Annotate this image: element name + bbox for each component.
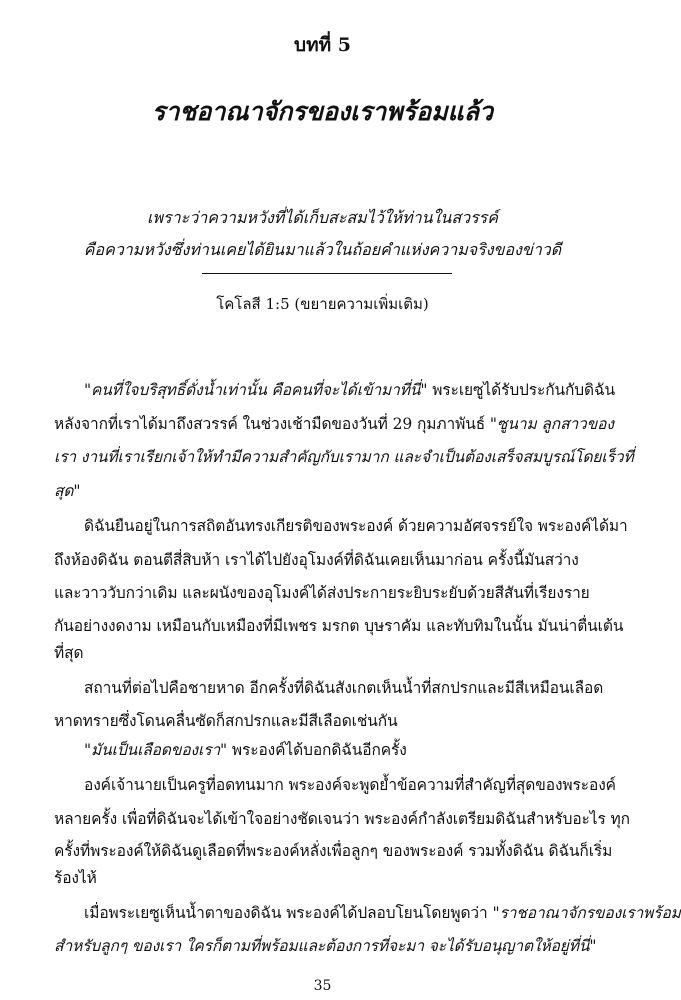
paragraph-1-line-3: เรา งานที่เราเรียกเจ้าให้ทำมีความสำคัญกับเรามาก และจำเป็นต้องเสร็จสมบูรณ์โดยเร็วที่ (54, 448, 634, 466)
paragraph-1-line-1 (54, 377, 615, 402)
epigraph-line-1: เพราะว่าความหวังที่ได้เก็บสะสมไว้ให้ท่านในสวรรค์ (147, 208, 498, 227)
text: พระองค์ได้บอกดิฉันอีกครั้ง (227, 741, 407, 759)
paragraph-1-line-4: สุด" (54, 482, 81, 500)
page-number: 35 (313, 978, 332, 994)
paragraph-1-line-2 (54, 411, 614, 436)
text: เมื่อพระเยซูเห็นน้ำตาของดิฉัน พระองค์ได้ปลอบโยนโดยพูดว่า (84, 904, 493, 922)
chapter-title: ราชอาณาจักรของเราพร้อมแล้ว (151, 97, 494, 126)
paragraph-6-line-2: สำหรับลูกๆ ของเรา ใครก็ตามที่พร้อมและต้องการที่จะมา จะได้รับอนุญาตให้อยู่ที่นี่" (54, 937, 597, 955)
paragraph-2-line-5: ที่สุด (54, 644, 84, 662)
paragraph-5-line-3: ครั้งที่พระองค์ให้ดิฉันดูเลือดที่พระองค์หลั่งเพื่อลูกๆ ของพระองค์ รวมทั้งดิฉัน ดิฉันก็เริ่ม (54, 842, 613, 860)
paragraph-2-line-4: กันอย่างงดงาม เหมือนกับเหมืองที่มีเพชร มรกต บุษราคัม และทับทิมในนั้น มันน่าตื่นเต้น (54, 617, 624, 635)
chapter-heading: บทที่ 5 (294, 34, 351, 56)
quote: "ราชอาณาจักรของเราพร้อม (492, 904, 681, 922)
paragraph-2-line-1: ดิฉันยืนอยู่ในการสถิตอันทรงเกียรติของพระองค์ ด้วยความอัศจรรย์ใจ พระองค์ได้มา (84, 517, 628, 535)
paragraph-5-line-4: ร้องไห้ (54, 869, 97, 887)
paragraph-4-line-1 (54, 737, 407, 762)
paragraph-3-line-1: สถานที่ต่อไปคือชายหาด อีกครั้งที่ดิฉันสังเกตเห็นน้ำที่สกปรกและมีสีเหมือนเลือด (84, 679, 604, 697)
paragraph-5-line-2: หลายครั้ง เพื่อที่ดิฉันจะได้เข้าใจอย่างชัดเจนว่า พระองค์กำลังเตรียมดิฉันสำหรับอะไร ทุก (54, 810, 630, 828)
paragraph-2-line-2: ถึงห้องดิฉัน ตอนตีสี่สิบห้า เราได้ไปยังอุโมงค์ที่ดิฉันเคยเห็นมาก่อน ครั้งนี้มันสว่าง (54, 551, 579, 569)
epigraph-reference: โคโลสี 1:5 (ขยายความเพิ่มเติม) (216, 295, 429, 313)
paragraph-5-line-1: องค์เจ้านายเป็นครูที่อดทนมาก พระองค์จะพูดย้ำข้อความที่สำคัญที่สุดของพระองค์ (84, 776, 616, 794)
quote: "มันเป็นเลือดของเรา" (84, 741, 228, 759)
quote: "คนที่ใจบริสุทธิ์ดั่งน้ำเท่านั้น คือคนที่จะได้เข้ามาที่นี่" (84, 381, 428, 399)
paragraph-2-line-3: และวาววับกว่าเดิม และผนังของอุโมงค์ได้ส่งประกายระยิบระยับด้วยสีสันที่เรียงราย (54, 584, 590, 602)
paragraph-6-line-1 (54, 900, 681, 925)
text: พระเยซูได้รับประกันกับดิฉัน (427, 381, 615, 399)
epigraph-divider (202, 273, 452, 274)
text: หลังจากที่เราได้มาถึงสวรรค์ ในช่วงเช้ามืดของวันที่ 29 กุมภาพันธ์ (54, 415, 490, 433)
paragraph-3-line-2: หาดทรายซึ่งโดนคลื่นซัดก็สกปรกและมีสีเลือดเช่นกัน (54, 712, 398, 730)
quote: "ซูนาม ลูกสาวของ (489, 415, 614, 433)
epigraph-line-2: คือความหวังซึ่งท่านเคยได้ยินมาแล้วในถ้อยคำแห่งความจริงของข่าวดี (83, 240, 562, 259)
